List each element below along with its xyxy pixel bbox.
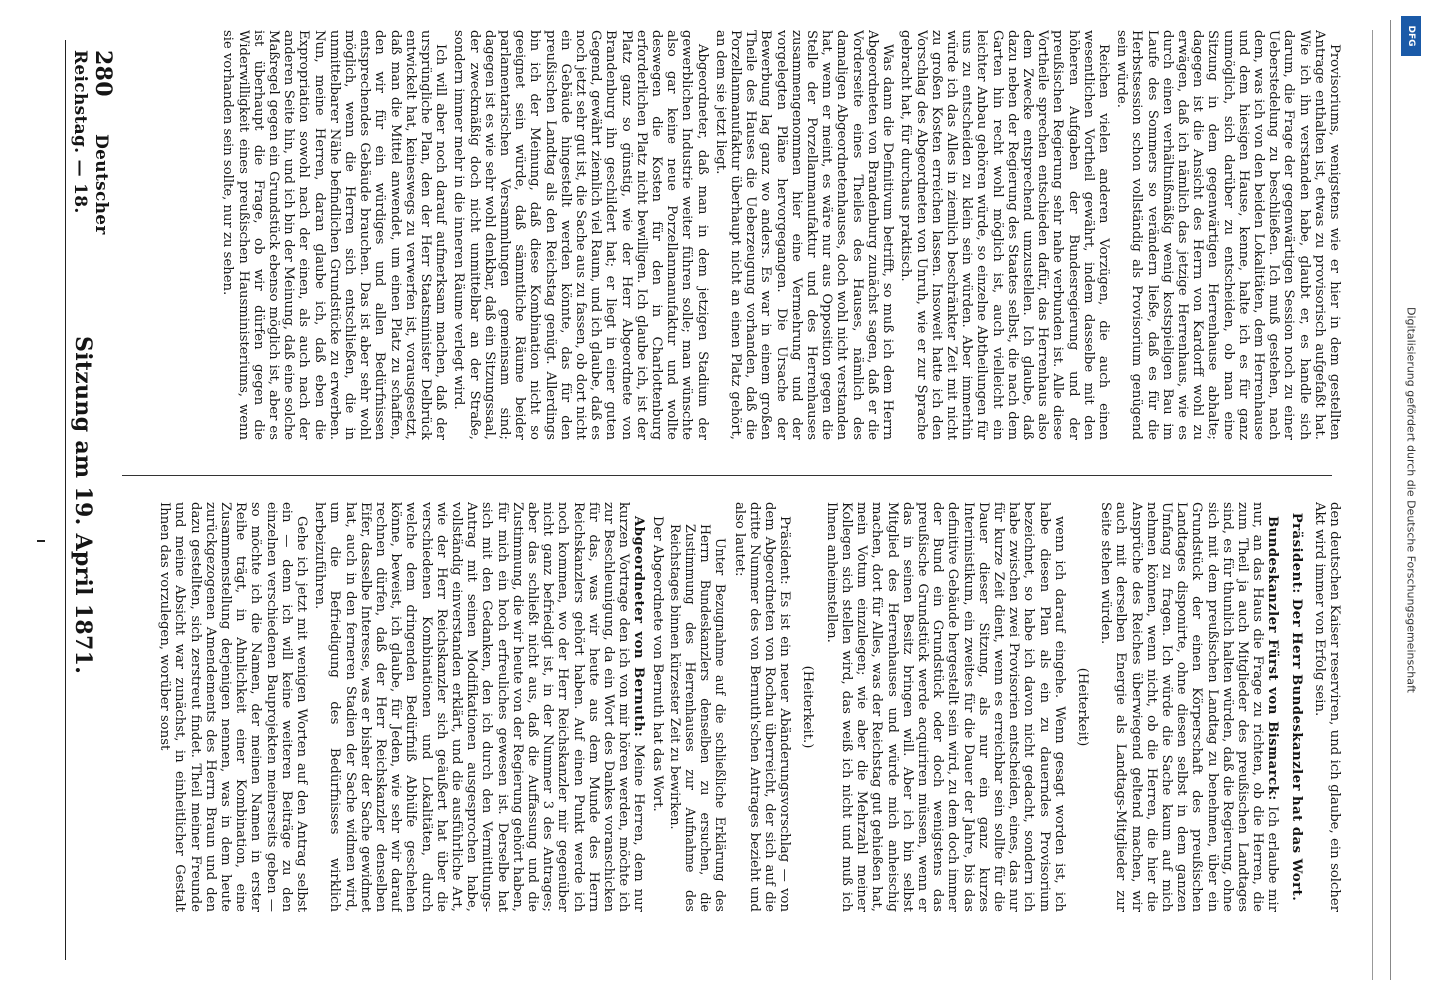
dfg-logo-icon [1401, 16, 1421, 56]
header-left [70, 50, 116, 300]
paragraph: Abgeordneter, daß man in dem jetzigen Stadium der gewerblichen Industrie weiter führen solle; man wünschte also gar keine neue Porzellanmanufaktur und wollte deswegen die Kosten für den in Charlottenburg erforderlichen Platz nicht bewilligen. Ich glaube ich, ist der Platz ganz so günstig, wie der Herr Abgeordnete von Brandenburg ihn geschildert hat; er liegt in einer guten Gegend, gewährt ziemlich viel Raum, und ich glaube, daß es noch jetzt sehr gut ist, die Sache aus zu fassen, ob dort nicht ein Gebäude hingestellt werden könnte, das für den preußischen Landtag als den Reichstag genügt. Allerdings bin ich der Meinung, daß diese Kombination nicht so geeignet sein würde, daß sämmtliche Räume beider parlamentarischen Versammlungen gemeinsam sind; dagegen ist es wie sehr wohl denkbar, daß ein Sitzungssaal, der zweckmäßig doch nicht unmittelbar an der Straße, sondern immer mehr in die inneren Räume verlegt wird. [451, 30, 710, 440]
president-statement [731, 502, 792, 912]
header-right [70, 330, 96, 950]
column-divider [122, 475, 1332, 476]
speech-paragraph: wenn ich darauf eingehe. Wenn gesagt worden ist, ich habe diesen Plan als ein zu dauerndes Provisorium bezeichnet, so habe ich davon nicht gedacht, sondern ich habe zwischen zwei Provisorien entscheiden, eines, das nur für kurze Zeit dient, wenn es erreichbar sein sollte für die Dauer dieser Sitzung, als nur ein ganz kurzes Interimistikum, ein zweites für die Dauer der Jahre, bis das definitive Gebäude hergestellt sein wird, zu dem doch immer der Bund ein Grundstück oder doch wenigstens das preußische Grundstück werde acquiriren müssen, wenn er das in seinen Besitz bringen will. Aber ich bin selbst Mitglied des Herrenhauses und würde mich anheischig machen, dort für Alles, was der Reichstag gut gehießen hat, mein Votum einzulegen; wie aber die Mehrzahl meiner Kollegen sich stellen wird, das weiß ich nicht und muß ich Ihnen anheimstellen. [823, 502, 1067, 912]
speaker-name: Abgeordneter von Bernuth: [631, 516, 647, 738]
paragraph: Reichen vielen anderen Vorzügen, die auch einen wesentlichen Vortheil gewährt, indem dasselbe mit den höheren Aufgaben der Bundesregierung und der preußischen Regierung sehr nahe verbunden ist. Alle diese Vortheile sprechen entschieden dafür, das Herrenhaus also dem Zwecke entsprechend umzustellen. Ich glaube, daß dazu neben der Regierung des Staates selbst, die nach dem Garten hin recht wohl möglich ist, auch vielleicht ein leichter Anbau gehören würde, so einzelne Abtheilungen für uns zu entscheiden zu klein sein würden. Aber immerhin würde ich das Alles in ziemlich beschränkter Zeit mit nicht zu großen Kosten erreichen lassen. Insoweit hatte ich den Vorschlag des Abgeordneten von Unruh, wie er zur Sprache gebracht hat, für durchaus praktisch. [898, 30, 1111, 440]
speech-text: Meine Herren, dem nur kurzen Vortrage den ich von mir hören werden, möchte ich zur Beschleunigung, da ein Wort des Dankes voranschicken für das, was wir heute aus dem Munde des Herrn Reichskanzlers gehört haben. Auf einen Punkt werde ich noch kommen, wo der Herr Reichskanzler mir gegenüber nicht ganz befriedigt ist, in der Nummer 3 des Antrages; aber das schließt nicht aus, daß die Auffassung und die Zustimmung, die wir heute von der Regierung gehört haben, für mich ein hoch erfreuliches gewesen ist. Derselbe hat sich mit den Gedanken, den ich durch den Vermittlungs-Antrag mit seinen Modifikationen ausgesprochen habe, vollständig einverstanden erklärt, und die ausführliche Art, wie der Herr Reichskanzler sich geäußert hat über die verschiedenen Kombinationen und Lokalitäten, durch welche dem dringenden Bedürfniß Abhülfe geschehen könne, beweist, ich glaube, für Jeden, wie sehr wir darauf rechnen dürfen, daß der Herr Reichskanzler denselben Eifer, dasselbe Interesse, was er bisher der Sache gewidmet hat, auch in den ferneren Stadien der Sache widmen wird, um die Befriedigung des Bedürfnisses wirklich herbeizuführen. [312, 502, 647, 912]
paragraph: Was dann die Definitivum betrifft, so muß ich dem Herrn Abgeordneten von Brandenburg zunächst sagen, daß er die Vorderseite eines Theiles des Hauses, nämlich des damaligen Abgeordnetenhauses, doch wohl nicht verstanden hat, wenn er meint, es wäre nur aus Opposition gegen die Stelle der Porzellanmanufaktur und des Herrenhauses zusammengenommen hier eine Vermehrung und der vorgelegten Pläne hervorgegangen. Die Ursache der Bewerbung lag ganz wo anders. Es war in einem großen Theile des Hauses die Ueberzeugung vorhanden, daß die Porzellanmanufaktur überhaupt nicht an einen Platz gehört, an dem sie jetzt liegt. [712, 30, 896, 440]
paragraph: Provisoriums, wenigstens wie er hier in dem gestellten Antrage enthalten ist, etwas zu provisorisch aufgefaßt hat. Wie ich ihn verstanden habe, glaubt er, es handle sich darum, die Frage der gegenwärtigen Session noch zu einer Ueberstedelung zu beschließen. Ich muß gestehen, nach dem, was ich von den beiden Lokalitäten, dem Herrenhause und dem hiesigen Hause, kenne, halte ich es für ganz unmöglich, sich darüber zu entscheiden, ob man eine Sitzung in dem gegenwärtigen Herrenhause abhalte; dagegen ist die Ansicht des Herrn von Kardorff wohl zu erwägen, daß ich nämlich das jetzige Herrenhaus, wie es durch einen verhältnißmäßig wenig kostspieligen Bau im Laufe des Sommers so verändern ließe, daß es für die Herbstsession schon vollständig als Provisorium genügend sein würde. [1114, 30, 1342, 440]
president-statement: Der Abgeordnete von Bernuth hat das Wort. [649, 516, 665, 812]
speech-text: Präsident: Es ist ein neuer Abänderungsvorschlag — von dem Abgeordneten von Rochau überreicht, der sich auf die dritte Nummer des von Bernuth'schen Antrages bezieht und also lautet: [731, 502, 793, 912]
running-header [65, 40, 116, 960]
speech-paragraph [1098, 502, 1280, 912]
interjection: (Heiterkeit) [1074, 667, 1090, 747]
president-statement: Präsident: Der Herr Bundeskanzler hat das Wort. [1288, 512, 1304, 902]
paragraph: den deutschen Kaiser reserviren, und ich glaube, ein solcher Akt wird immer von Erfolg sein. [1311, 502, 1342, 912]
margin-mark [37, 540, 45, 542]
right-column [114, 502, 1342, 912]
funding-text: Digitalisierung gefördert durch die Deutsche Forschungsgemeinschaft [1404, 307, 1418, 693]
page-number: 280 [90, 50, 116, 97]
speaker-name: Bundeskanzler Fürst von Bismarck: [1265, 516, 1281, 801]
header-right-title: Sitzung am 19. April 1871. [70, 336, 96, 675]
logo-text: DFG [1406, 25, 1416, 47]
left-column [114, 30, 1342, 440]
quoted-motion: Unter Bezugnahme auf die schließliche Erklärung des Herrn Bundeskanzlers denselben zu ersuchen, die Zustimmung des Herrenhauses zur Aufnahme des Reichstages binnen kürzester Zeit zu bewirken. [667, 524, 729, 912]
digitization-notice [1390, 20, 1431, 980]
text-columns [114, 30, 1342, 970]
speech-text: Ich erlaube mir nur, an das Haus die Frage zu richten, ob die Herren, die zum Theil ja auch Mitglieder des preußischen Landtages sind, es für thunlich halten würden, daß die Regierung, ohne sich mit dem preußischen Landtag zu benehmen, über ein Grundstück der einen Körperschaft des preußischen Landtages disponirte, ohne diesen selbst in dem ganzen Umfang zu fragen. Ich würde die Sache kaum auf mich nehmen können, wenn nicht, ob die Herren, die hier die Ansprüche des Reiches überwiegend geltend machen, wir auch mit derselben Energie als Landtags-Mitglieder zur Seite stehen würden. [1098, 502, 1281, 912]
speech-paragraph [312, 502, 646, 912]
speech-paragraph: Gehe ich jetzt mit wenigen Worten auf den Antrag selbst ein — denn ich will keine weiteren Beiträge zu den einzelnen verschiedenen Bauprojekten meinerseits geben — so möchte ich die Namen, der meinen Namen in erster Reihe trägt, in Ahnlichkeit einer Kombination, eine Zusammenstellung derjenigen nennen, was in dem heute zurückgezogenen Amendements des Herrn Braun und den dazu gestellten, sich zerstreut findet. Theil meiner Freunde und meine Absicht war zunächst, in einheitlicher Gestalt Ihnen das vorzulegen, worüber sonst [157, 502, 309, 912]
interjection: (Heiterkeit.) [800, 665, 816, 749]
scan-edge [1372, 30, 1373, 980]
paragraph: Ich will aber noch darauf aufmerksam machen, daß der ursprüngliche Plan, den der Herr Staatsminister Delbrück entwickelt hat, keineswegs zu verwerfen ist, vorausgesetzt, daß man die Mittel anwendet, um einen Platz zu schaffen, den wir für ein würdiges und allen Bedürfnissen entsprechendes Gebäude brauchen. Das ist aber sehr wohl möglich, wenn die Herren sich entschließen, die in unmittelbarer Nähe befindlichen Grundstücke zu erwerben. Nun, meine Herren, daran glaube ich, daß eben die Expropriation sowohl nach der einen, als auch nach der anderen Seite hin, und ich bin der Meinung, daß eine solche Maßregel gegen ein Grundstück ebenso möglich ist, aber es ist überhaupt die Frage, ob wir dürfen gegen die Widerwilligkeit eines preußischen Hausministeriums, wenn sie vorhanden sein sollte, nur zu sehen. [220, 30, 449, 440]
header-left-title: Deutscher Reichstag. — 18. [70, 50, 111, 235]
